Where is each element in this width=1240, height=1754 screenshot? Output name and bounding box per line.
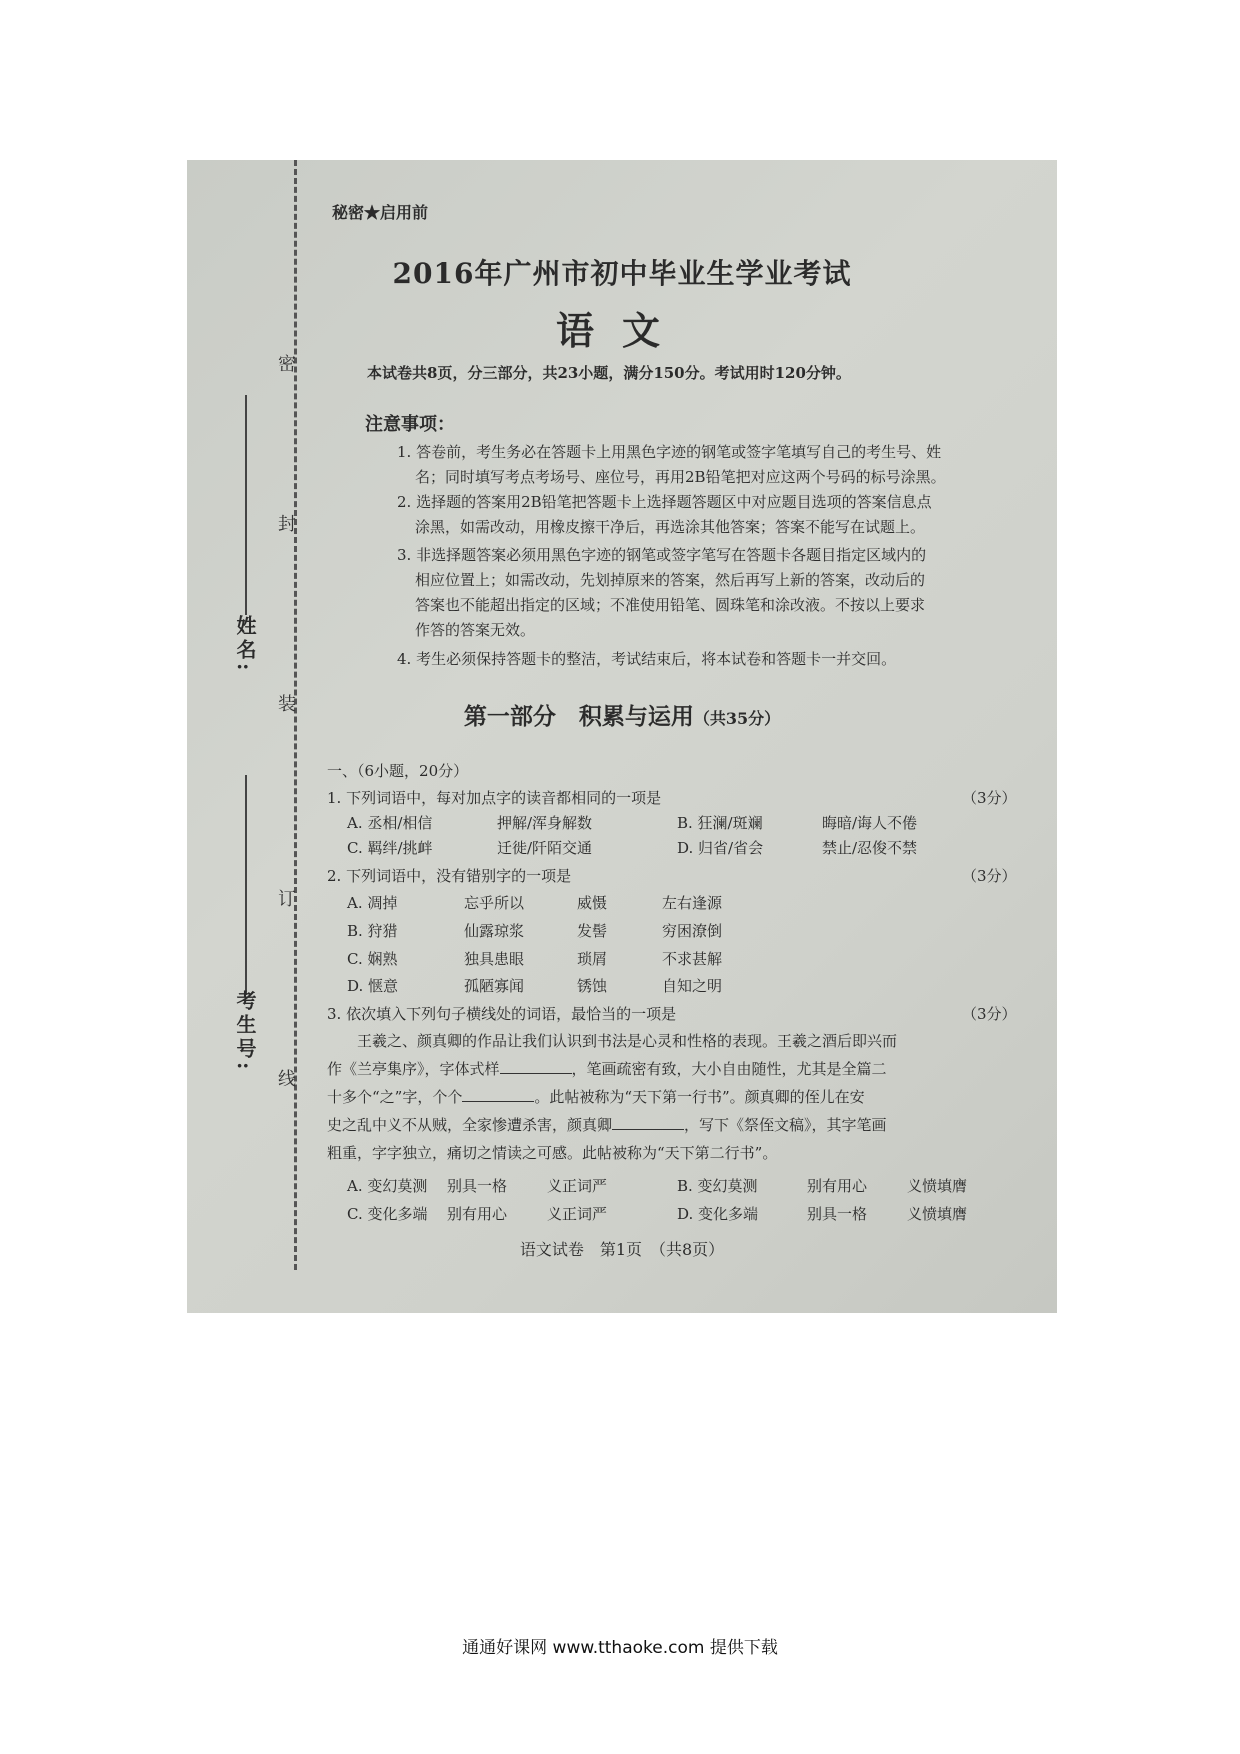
q3-blank-1 <box>500 1061 572 1074</box>
q1-points: （3分） <box>962 789 1017 807</box>
q3-passage-line <box>327 1111 1017 1139</box>
notice-line: 3. 非选择题答案必须用黑色字迹的钢笔或签字笔写在答题卡各题目指定区域内的 <box>397 546 927 564</box>
q3-blank-2 <box>462 1089 534 1102</box>
exam-page-photo <box>187 160 1057 1313</box>
q1-option-a-2: 押解/浑身解数 <box>497 814 593 832</box>
q3-passage-line: 粗重，字字独立，痛切之情读之可感。此帖被称为“天下第二行书”。 <box>327 1144 778 1162</box>
notice-line: 相应位置上；如需改动，先划掉原来的答案，然后再写上新的答案，改动后的 <box>415 571 926 589</box>
id-label: 考生号: <box>233 990 257 1074</box>
q3-passage-fragment: ，笔画疏密有致，大小自由随性，尤其是全篇二 <box>571 1060 887 1078</box>
q2-option-d-3: 锈蚀 <box>577 977 608 995</box>
q3-blank-3 <box>612 1117 684 1130</box>
binding-char-xian: 线 <box>278 1069 296 1090</box>
notice-line: 作答的答案无效。 <box>415 621 536 639</box>
binding-char-zhuang: 装 <box>278 694 296 715</box>
q2-option-d-4: 自知之明 <box>662 977 723 995</box>
notice-line: 2. 选择题的答案用2B铅笔把答题卡上选择题答题区中对应题目选项的答案信息点 <box>397 493 932 511</box>
q3-passage-line: 王羲之、颜真卿的作品让我们认识到书法是心灵和性格的表现。王羲之酒后即兴而 <box>357 1032 898 1050</box>
notice-line: 1. 答卷前，考生务必在答题卡上用黑色字迹的钢笔或签字笔填写自己的考生号、姓 <box>397 443 942 461</box>
notice-heading: 注意事项： <box>365 414 455 435</box>
page-footer: 语文试卷 第1页 （共8页） <box>519 1240 725 1259</box>
q3-text: 3. 依次填入下列句子横线处的词语，最恰当的一项是 <box>327 1005 677 1023</box>
q3-option-d-3: 义愤填膺 <box>907 1205 968 1223</box>
q3-passage-fragment: 十多个“之”字，个个 <box>327 1088 463 1106</box>
notice-line: 名；同时填写考点考场号、座位号，再用2B铅笔把对应这两个号码的标号涂黑。 <box>415 468 946 486</box>
q2-option-d-2: 孤陋寡闻 <box>464 977 525 995</box>
q3-option-a-2: 别具一格 <box>447 1177 508 1195</box>
q3-passage-line <box>327 1083 1017 1111</box>
q3-option-c-3: 义正词严 <box>547 1205 608 1223</box>
q3-points: （3分） <box>962 1005 1017 1023</box>
q3-passage-fragment: 作《兰亭集序》，字体式样 <box>327 1060 500 1078</box>
section-heading: 一、（6小题，20分） <box>327 762 469 780</box>
id-underline <box>245 775 247 995</box>
site-credit: 通通好课网 www.tthaoke.com 提供下载 <box>462 1638 778 1658</box>
q2-option-c-3: 琐屑 <box>577 950 608 968</box>
notice-line: 答案也不能超出指定的区域；不准使用铅笔、圆珠笔和涂改液。不按以上要求 <box>415 596 926 614</box>
q2-option-a: A. 凋掉 <box>347 894 398 912</box>
q2-option-b-2: 仙露琼浆 <box>464 922 525 940</box>
q2-option-c-2: 独具患眼 <box>464 950 525 968</box>
part1-title <box>187 698 1057 731</box>
q3-passage-fragment: 史之乱中义不从贼，全家惨遭杀害，颜真卿 <box>327 1116 613 1134</box>
notice-line: 4. 考生必须保持答题卡的整洁，考试结束后，将本试卷和答题卡一并交回。 <box>397 650 897 668</box>
q3-passage <box>327 1027 1017 1167</box>
q3-option-a: A. 变幻莫测 <box>347 1177 428 1195</box>
q1-option-b-2: 晦暗/诲人不倦 <box>822 814 918 832</box>
q3-option-c-2: 别有用心 <box>447 1205 508 1223</box>
q2-option-b-3: 发髻 <box>577 922 608 940</box>
q2-option-b: B. 狩猎 <box>347 922 398 940</box>
q2-option-c-4: 不求甚解 <box>662 950 723 968</box>
q3-option-b-3: 义愤填膺 <box>907 1177 968 1195</box>
q2-text: 2. 下列词语中，没有错别字的一项是 <box>327 867 572 885</box>
part1-title-text: 第一部分 积累与运用 <box>463 703 694 730</box>
part1-points: （共35分） <box>693 709 781 728</box>
q1-option-c-2: 迁徙/阡陌交通 <box>497 839 593 857</box>
q1-option-d: D. 归省/省会 <box>677 839 764 857</box>
q3-option-c: C. 变化多端 <box>347 1205 428 1223</box>
q3-option-b-2: 别有用心 <box>807 1177 868 1195</box>
binding-char-mi: 密 <box>278 354 296 375</box>
q2-points: （3分） <box>962 867 1017 885</box>
q2-option-a-4: 左右逢源 <box>662 894 723 912</box>
q1-text: 1. 下列词语中，每对加点字的读音都相同的一项是 <box>327 789 662 807</box>
q2-option-d: D. 惬意 <box>347 977 399 995</box>
notice-line: 涂黑，如需改动，用橡皮擦干净后，再选涂其他答案；答案不能写在试题上。 <box>415 518 926 536</box>
q3-option-a-3: 义正词严 <box>547 1177 608 1195</box>
q3-option-d: D. 变化多端 <box>677 1205 759 1223</box>
q1-option-d-2: 禁止/忍俊不禁 <box>822 839 918 857</box>
q2-option-b-4: 穷困潦倒 <box>662 922 723 940</box>
q3-passage-line <box>327 1055 1017 1083</box>
secret-mark: 秘密★启用前 <box>332 203 429 222</box>
q3-passage-fragment: 。此帖被称为“天下第一行书”。颜真卿的侄儿在安 <box>534 1088 865 1106</box>
name-label: 姓名: <box>233 615 257 675</box>
q2-option-a-3: 威慑 <box>577 894 608 912</box>
binding-char-feng: 封 <box>278 514 296 535</box>
exam-title: 2016年广州市初中毕业生学业考试 <box>392 257 852 290</box>
q2-option-a-2: 忘乎所以 <box>464 894 525 912</box>
q3-passage-fragment: ，写下《祭侄文稿》，其字笔画 <box>684 1116 887 1134</box>
q2-option-c: C. 娴熟 <box>347 950 398 968</box>
binding-char-ding: 订 <box>278 889 296 910</box>
exam-intro: 本试卷共8页，分三部分，共23小题，满分150分。考试用时120分钟。 <box>367 364 851 382</box>
subject-title: 语文 <box>555 308 688 353</box>
name-underline <box>245 395 247 615</box>
q1-option-b: B. 狂澜/斑斓 <box>677 814 763 832</box>
q3-option-d-2: 别具一格 <box>807 1205 868 1223</box>
q3-option-b: B. 变幻莫测 <box>677 1177 758 1195</box>
q1-option-c: C. 羁绊/挑衅 <box>347 839 433 857</box>
q1-option-a: A. 丞相/相信 <box>347 814 433 832</box>
